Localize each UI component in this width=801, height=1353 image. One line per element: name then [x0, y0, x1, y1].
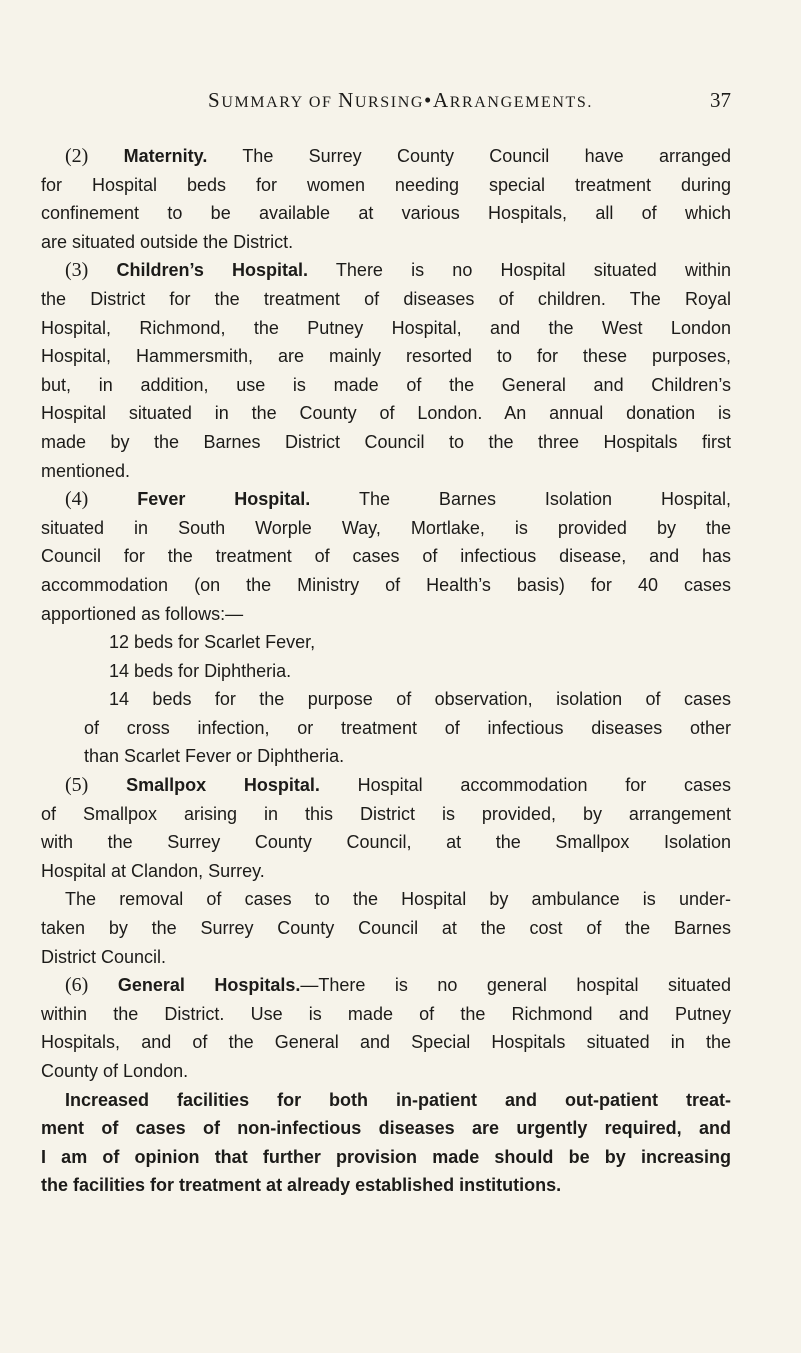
text-line: Hospitals, and of the General and Special Hospitals situated in the: [41, 1032, 731, 1053]
text-line: mentioned.: [41, 460, 131, 481]
section-heading: Smallpox Hospital.: [126, 775, 320, 796]
text-line: for Hospital beds for women needing special treatment during: [41, 174, 731, 195]
text-line: taken by the Surrey County Council at the cost of the Barnes: [41, 918, 731, 939]
list-item: 14 beds for Diphtheria.: [109, 660, 292, 681]
text-line: but, in addition, use is made of the General and Children’s: [41, 374, 731, 395]
text-line: (2) Maternity. The Surrey County Council have arranged: [65, 145, 731, 167]
text-line: are situated outside the District.: [41, 231, 294, 252]
section-heading: Maternity.: [123, 146, 208, 166]
text-line: confinement to be available at various Hospitals, all of which: [41, 203, 731, 224]
section-heading: General Hospitals.: [117, 975, 301, 996]
text-line: Hospital, Hammersmith, are mainly resorted to for these purposes,: [41, 346, 731, 367]
text-line: ment of cases of non-infectious diseases are urgently required, and: [41, 1118, 731, 1139]
section-heading: Fever Hospital.: [137, 489, 311, 510]
page-number: 37: [710, 88, 731, 112]
section-smallpox-hospital: [41, 771, 731, 971]
text-line: situated in South Worple Way, Mortlake, is provided by the: [41, 517, 731, 538]
text-line: The removal of cases to the Hospital by ambulance is under-: [65, 889, 731, 910]
list-item: of cross infection, or treatment of infectious diseases other: [84, 717, 731, 738]
text-line: Hospital at Clandon, Surrey.: [41, 860, 265, 881]
text-line: of Smallpox arising in this District is provided, by arrangement: [41, 803, 731, 824]
text-line: (5) Smallpox Hospital. Hospital accommodation for cases: [65, 774, 731, 797]
text-line: County of London.: [41, 1061, 189, 1081]
list-item: 12 beds for Scarlet Fever,: [109, 632, 316, 653]
text-line: Hospital, Richmond, the Putney Hospital, and the West London: [41, 317, 731, 338]
text-line: (4) Fever Hospital. The Barnes Isolation Hospital,: [65, 488, 731, 511]
section-heading: Children’s Hospital.: [116, 260, 309, 281]
text-line: I am of opinion that further provision made should be by increasing: [41, 1146, 731, 1167]
list-item: 14 beds for the purpose of observation, isolation of cases: [109, 689, 731, 710]
section-general-hospitals: [41, 971, 731, 1200]
text-line: Hospital situated in the County of London. An annual donation is: [41, 403, 731, 424]
text-line: Council for the treatment of cases of infectious disease, and has: [41, 546, 731, 567]
text-line: within the District. Use is made of the Richmond and Putney: [41, 1003, 731, 1024]
section-fever-hospital: [41, 485, 731, 771]
text-line: District Council.: [41, 946, 167, 967]
running-head: SUMMARY OF NURSING•ARRANGEMENTS.: [208, 88, 593, 112]
section-childrens-hospital: [41, 256, 731, 485]
text-line: (6) General Hospitals.—There is no general hospital situated: [65, 974, 731, 997]
body-text: [41, 142, 731, 1200]
list-item: than Scarlet Fever or Diphtheria.: [84, 746, 345, 767]
text-line: with the Surrey County Council, at the Smallpox Isolation: [41, 832, 731, 853]
section-maternity: [41, 142, 731, 256]
text-line: made by the Barnes District Council to the three Hospitals first: [41, 431, 731, 452]
text-line: the facilities for treatment at already established institutions.: [41, 1175, 562, 1196]
page-header: [0, 88, 801, 118]
text-line: accommodation (on the Ministry of Health’s basis) for 40 cases: [41, 574, 731, 595]
bed-allocation-list: [41, 628, 731, 771]
text-line: Increased facilities for both in-patient and out-patient treat-: [65, 1089, 731, 1110]
text-line: the District for the treatment of diseases of children. The Royal: [41, 288, 731, 309]
text-line: apportioned as follows:—: [41, 603, 244, 624]
text-line: (3) Children’s Hospital. There is no Hospital situated within: [65, 259, 731, 282]
